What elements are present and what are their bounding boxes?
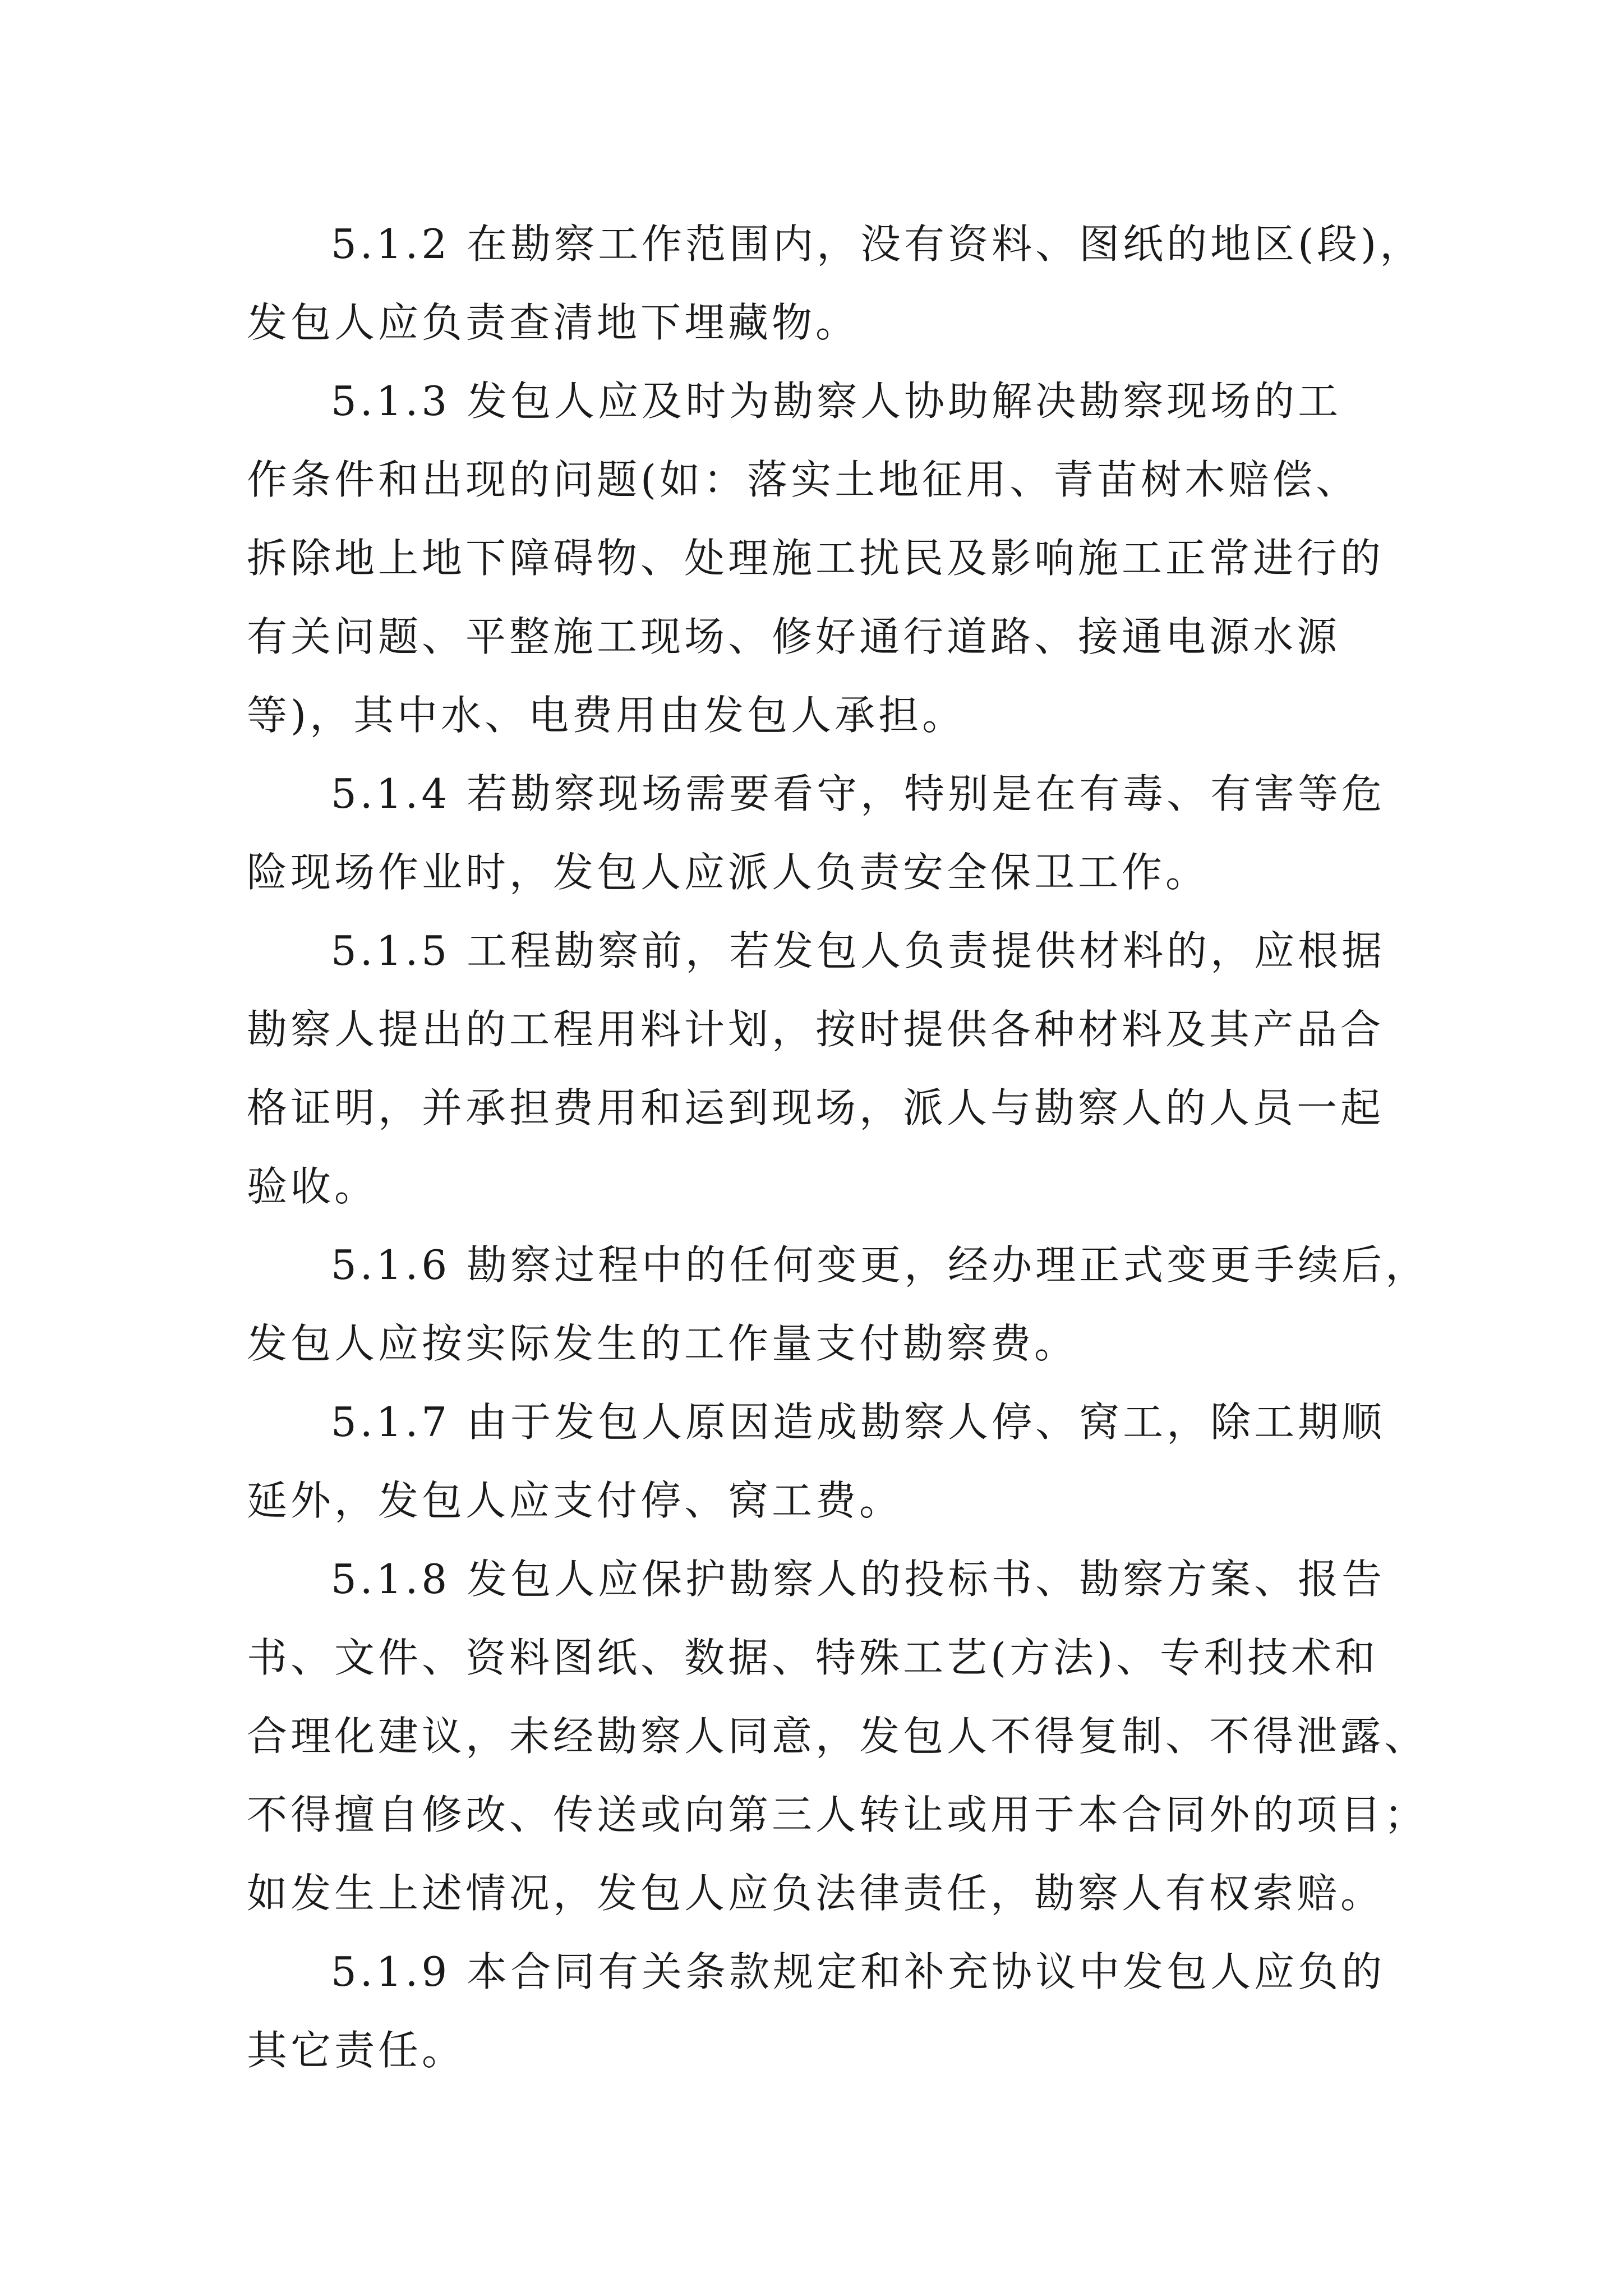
clause-5-1-6-line-1: 5.1.6 勘察过程中的任何变更，经办理正式变更手续后， bbox=[331, 1241, 1430, 1289]
clause-5-1-6-line-2: 发包人应按实际发生的工作量支付勘察费。 bbox=[247, 1320, 1078, 1367]
clause-5-1-8-line-4: 不得擅自修改、传送或向第三人转让或用于本合同外的项目； bbox=[247, 1791, 1428, 1838]
clause-5-1-5-line-3: 格证明，并承担费用和运到现场，派人与勘察人的人员一起 bbox=[247, 1084, 1385, 1131]
clause-5-1-5-line-1: 5.1.5 工程勘察前，若发包人负责提供材料的，应根据 bbox=[331, 927, 1386, 974]
clause-5-1-3-line-1: 5.1.3 发包人应及时为勘察人协助解决勘察现场的工 bbox=[331, 378, 1342, 425]
clause-5-1-5-line-4: 验收。 bbox=[247, 1163, 379, 1210]
clause-5-1-7-line-2: 延外，发包人应支付停、窝工费。 bbox=[247, 1477, 903, 1524]
clause-5-1-3-line-2: 作条件和出现的问题(如：落实土地征用、青苗树木赔偿、 bbox=[247, 456, 1360, 503]
clause-5-1-8-line-1: 5.1.8 发包人应保护勘察人的投标书、勘察方案、报告 bbox=[331, 1556, 1386, 1603]
clause-5-1-8-line-5: 如发生上述情况，发包人应负法律责任，勘察人有权索赔。 bbox=[247, 1870, 1385, 1917]
clause-5-1-3-line-5: 等)，其中水、电费用由发包人承担。 bbox=[247, 692, 966, 739]
clause-5-1-7-line-1: 5.1.7 由于发包人原因造成勘察人停、窝工，除工期顺 bbox=[331, 1398, 1386, 1446]
clause-5-1-3-line-3: 拆除地上地下障碍物、处理施工扰民及影响施工正常进行的 bbox=[247, 535, 1385, 582]
clause-5-1-2-line-1: 5.1.2 在勘察工作范围内，没有资料、图纸的地区(段)， bbox=[331, 220, 1424, 268]
clause-5-1-9-line-2: 其它责任。 bbox=[247, 2027, 466, 2074]
clause-5-1-3-line-4: 有关问题、平整施工现场、修好通行道路、接通电源水源 bbox=[247, 613, 1341, 660]
clause-5-1-2-line-2: 发包人应负责查清地下埋藏物。 bbox=[247, 299, 860, 346]
clause-5-1-9-line-1: 5.1.9 本合同有关条款规定和补充协议中发包人应负的 bbox=[331, 1948, 1386, 1995]
clause-5-1-4-line-2: 险现场作业时，发包人应派人负责安全保卫工作。 bbox=[247, 849, 1210, 896]
clause-5-1-4-line-1: 5.1.4 若勘察现场需要看守，特别是在有毒、有害等危 bbox=[331, 770, 1386, 817]
clause-5-1-5-line-2: 勘察人提出的工程用料计划，按时提供各种材料及其产品合 bbox=[247, 1006, 1385, 1053]
clause-5-1-8-line-2: 书、文件、资料图纸、数据、特殊工艺(方法)、专利技术和 bbox=[247, 1634, 1379, 1681]
clause-5-1-8-line-3: 合理化建议，未经勘察人同意，发包人不得复制、不得泄露、 bbox=[247, 1713, 1428, 1760]
